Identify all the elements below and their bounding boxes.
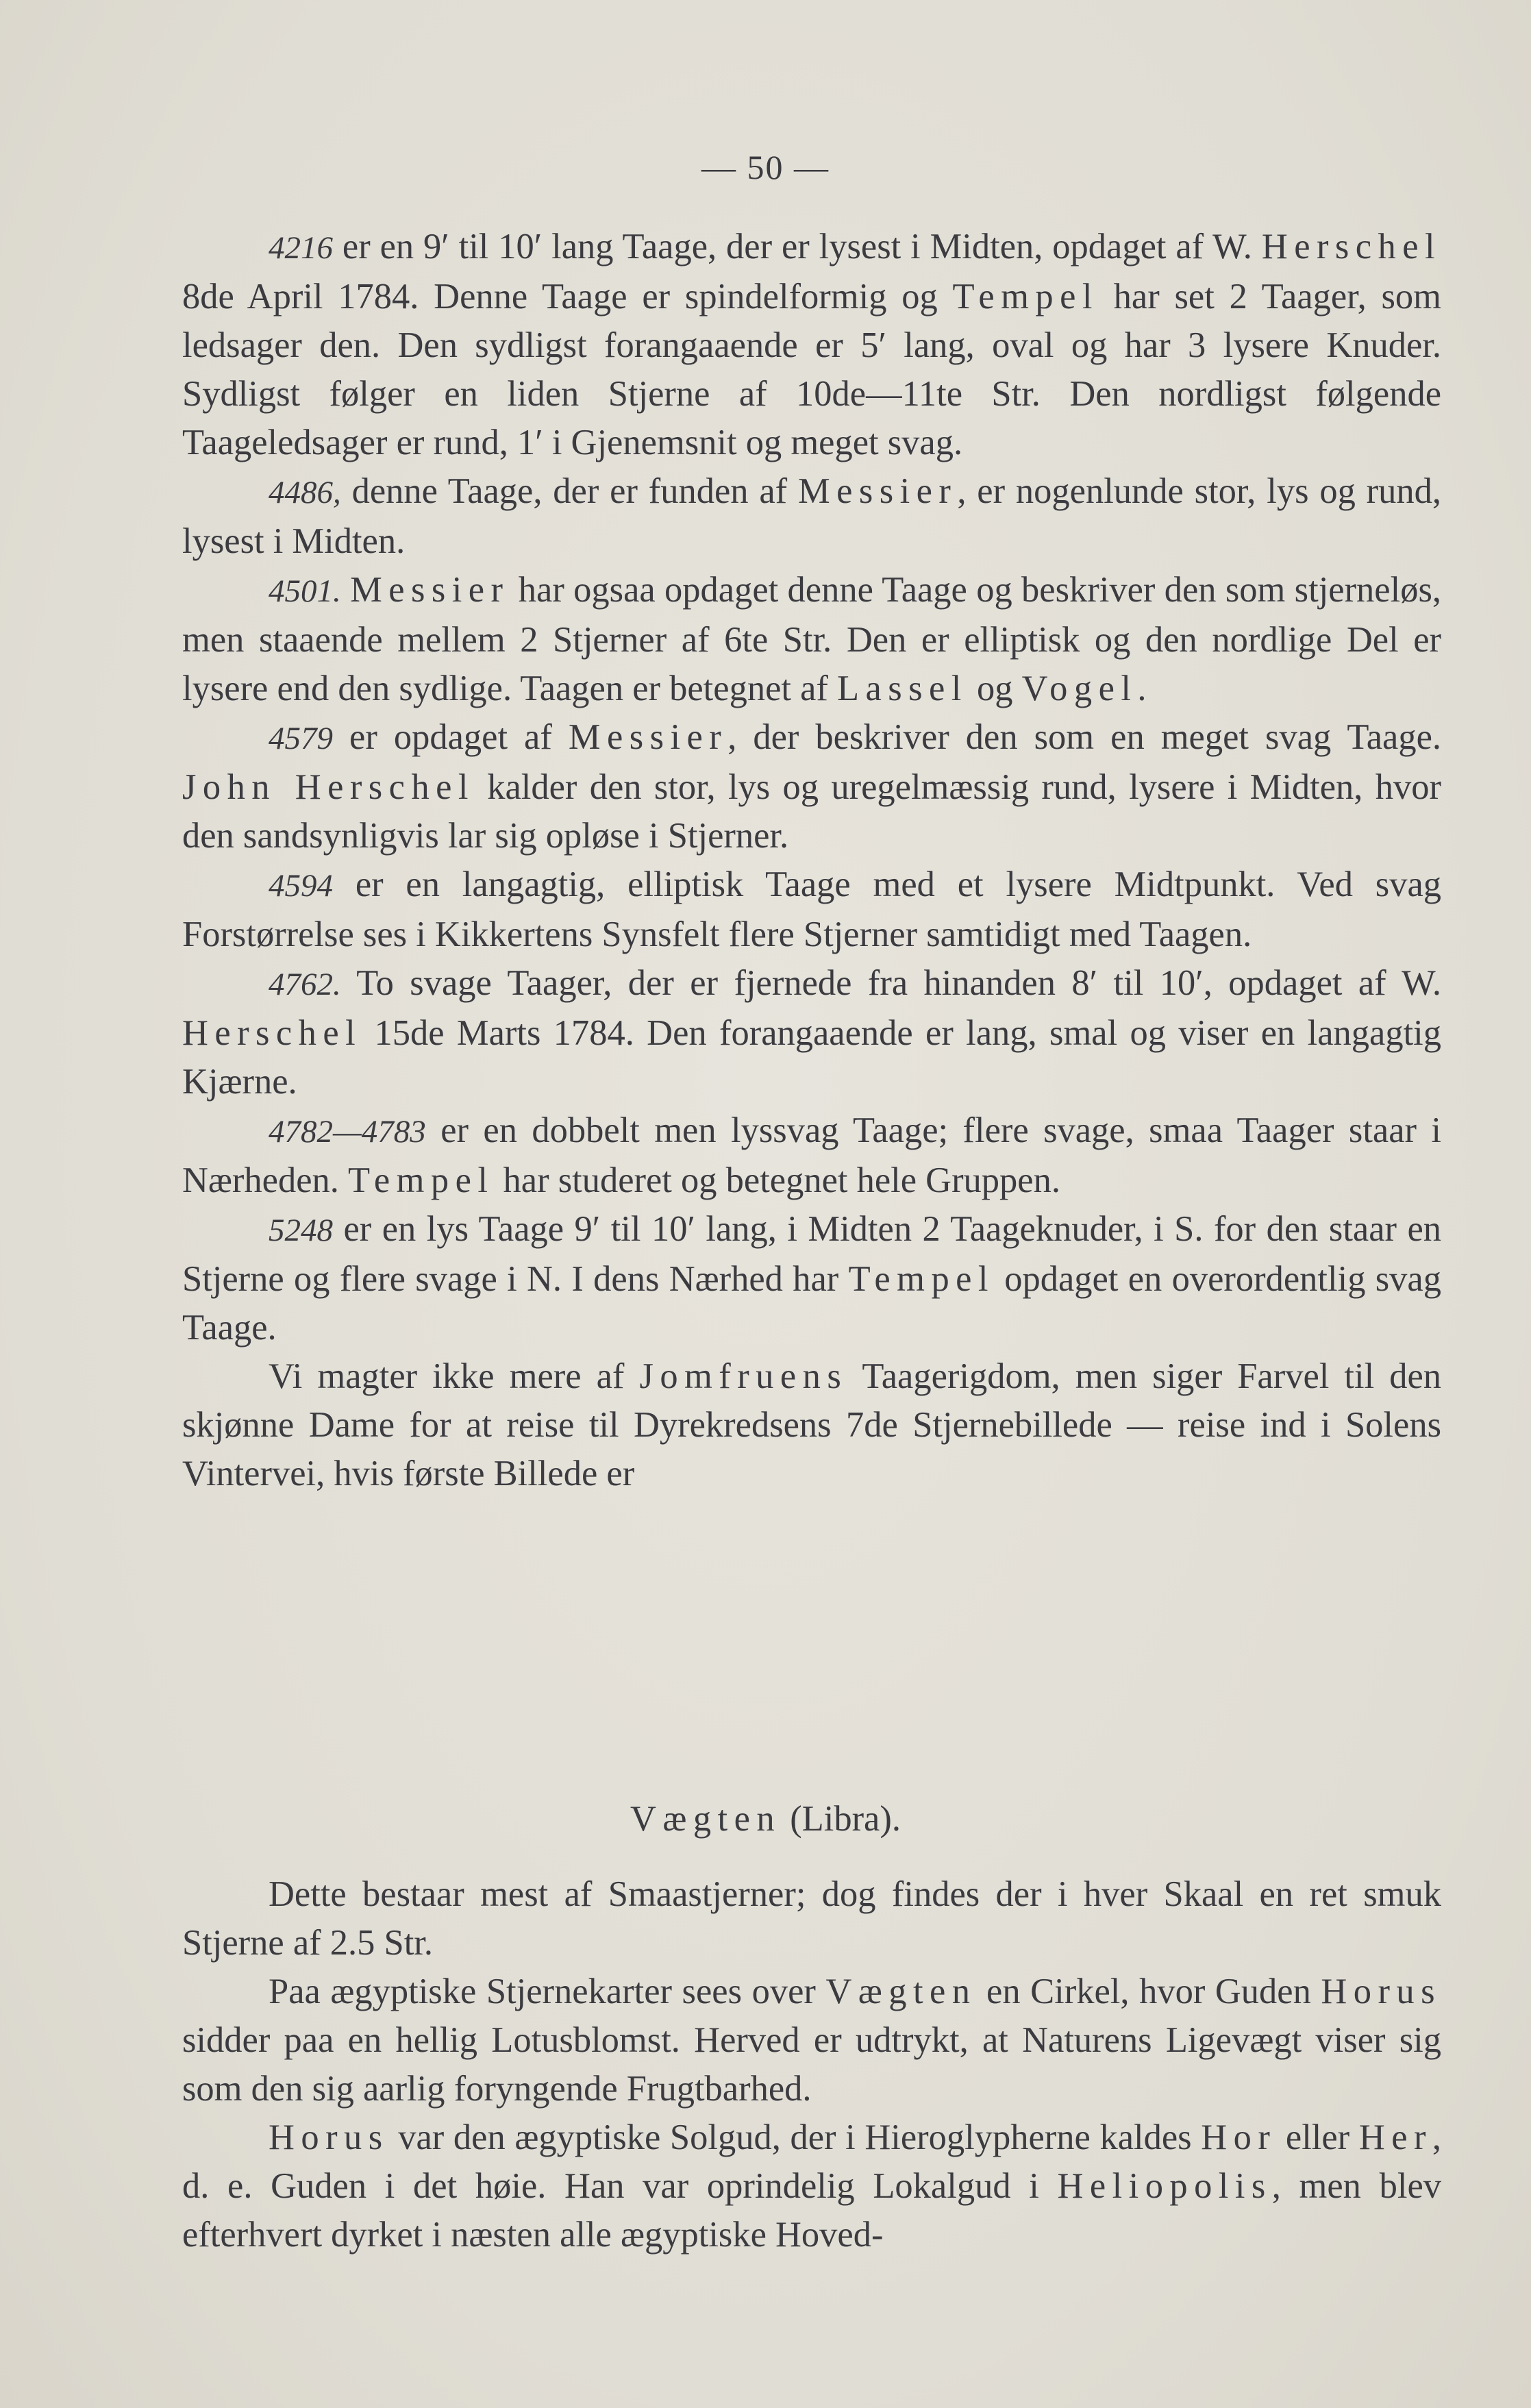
text-run: er en dobbelt men lyssvag Taage; flere svage, smaa Taager staar i Nærheden. [182,1110,1441,1200]
paragraph [182,223,1441,467]
text-run: opdaget en overordentlig svag Taage. [182,1259,1441,1348]
spaced-name: Horus [1321,1972,1441,2011]
paragraph [182,1205,1441,1352]
text-run: Vi magter ikke mere af [269,1356,640,1396]
spaced-name: Hor [1201,2118,1277,2157]
heading-plain: (Libra). [781,1799,901,1839]
text-run: denne Taage, der er funden af [351,471,798,511]
spaced-name: Horus [269,2118,389,2157]
text-run: har ogsaa opdaget denne Taage og beskriver den som stjerneløs, men staaende mellem 2 Stjerner af 6te Str. Den er elliptisk og den nordlige Del er lysere end den sydlige. Taagen er betegnet af [182,570,1442,708]
paragraph [182,860,1441,959]
catalog-number: 4782—4783 [269,1114,426,1150]
spaced-name: Messier [568,717,728,757]
text-run: , er nogenlunde stor, lys og rund, lysest i Midten. [182,471,1442,561]
heading-spaced: Vægten [630,1799,782,1839]
text-run: To svage Taager, der er fjernede fra hinanden 8′ til 10′, opdaget af W. [356,963,1441,1003]
paragraph [182,1106,1441,1205]
text-run: , d. e. Guden i det høie. Han var oprindelig Lokalgud i [182,2118,1442,2206]
text-run: 15de Marts 1784. Den forangaaende er lang, smal og viser en langagtig Kjærne. [182,1013,1441,1102]
catalog-number: 4762. [269,967,341,1002]
spaced-name: Tempel [348,1160,495,1200]
catalog-number: 4501. [269,573,341,609]
paragraph [182,959,1441,1106]
spaced-name: Tempel [848,1259,995,1299]
catalog-number: 4216 [269,230,333,266]
text-run: var den ægyptiske Solgud, der i Hieroglypherne kaldes [388,2118,1202,2157]
text-run: er en langagtig, elliptisk Taage med et lysere Midtpunkt. Ved svag Forstørrelse ses i Kikkertens Synsfelt flere Stjerner samtidigt med Taagen. [182,865,1441,954]
paragraph [182,2113,1441,2259]
text-run: sidder paa en hellig Lotusblomst. Herved er udtrykt, at Naturens Ligevægt viser sig som den sig aarlig foryngende Frugtbarhed. [182,2020,1441,2109]
spaced-name: Tempel [952,277,1099,316]
text-run: Paa ægyptiske Stjernekarter sees over [269,1972,826,2011]
page-number: — 50 — [701,148,830,186]
text-run: er opdaget af [349,717,569,757]
spaced-name: Vægten [825,1972,977,2011]
paragraph [182,1870,1441,1968]
text-run: . [1137,669,1147,708]
spaced-name: Herschel [182,1013,362,1053]
spaced-name: Vogel [1021,669,1138,708]
text-run: Taagerigdom, men siger Farvel til den skjønne Dame for at reise til Dyrekredsens 7de Stjernebillede — reise ind i Solens Vintervei, hvis første Billede er [182,1356,1442,1493]
text-run: 8de April 1784. Denne Taage er spindelformig og [182,277,953,316]
catalog-number: 4594 [269,868,333,904]
spaced-name: Messier [350,570,510,610]
spaced-name: Lassel [837,669,968,708]
paragraph [182,566,1441,713]
spaced-name: John Herschel [182,767,475,807]
catalog-number: 4579 [269,721,333,756]
libra-section [182,1870,1441,2259]
paragraph [182,713,1441,860]
paragraph [182,467,1441,566]
text-run: har studeret og betegnet hele Gruppen. [494,1160,1060,1200]
spaced-name: Jomfruens [639,1356,848,1396]
catalog-number: 4486, [269,475,341,510]
nebula-entries [182,223,1441,1498]
section-heading [0,1795,1531,1844]
spaced-name: Heliopolis [1057,2166,1272,2206]
text-run: , der beskriver den som en meget svag Taage. [727,717,1442,757]
text-run: en Cirkel, hvor Guden [976,1972,1321,2011]
text-run: Dette bestaar mest af Smaastjerner; dog findes der i hver Skaal en ret smuk Stjerne af 2.5 Str. [182,1874,1441,1963]
paragraph [182,1352,1441,1498]
spaced-name: Messier [797,471,958,511]
text-run: er en lys Taage 9′ til 10′ lang, i Midten 2 Taageknuder, i S. for den staar en Stjerne og flere svage i N. I dens Nærhed har [182,1209,1442,1299]
text-run: eller [1276,2118,1359,2157]
text-run: har set 2 Taager, som ledsager den. Den sydligst forangaaende er 5′ lang, oval og har 3 lysere Knuder. Sydligst følger en liden Stjerne af 10de—11te Str. Den nordligst følgende Taageledsager er rund, 1′ i Gjenemsnit og meget svag. [182,277,1441,462]
text-run: er en 9′ til 10′ lang Taage, der er lysest i Midten, opdaget af W. [342,227,1262,266]
spaced-name: Her [1358,2118,1432,2157]
text-run: og [967,669,1022,708]
paragraph [182,1968,1441,2113]
spaced-name: Herschel [1261,227,1441,266]
catalog-number: 5248 [269,1213,333,1248]
text-run: kalder den stor, lys og uregelmæssig rund, lysere i Midten, hvor den sandsynligvis lar sig opløse i Stjerner. [182,767,1441,856]
text-run: , men blev efterhvert dyrket i næsten alle ægyptiske Hoved- [182,2166,1441,2255]
